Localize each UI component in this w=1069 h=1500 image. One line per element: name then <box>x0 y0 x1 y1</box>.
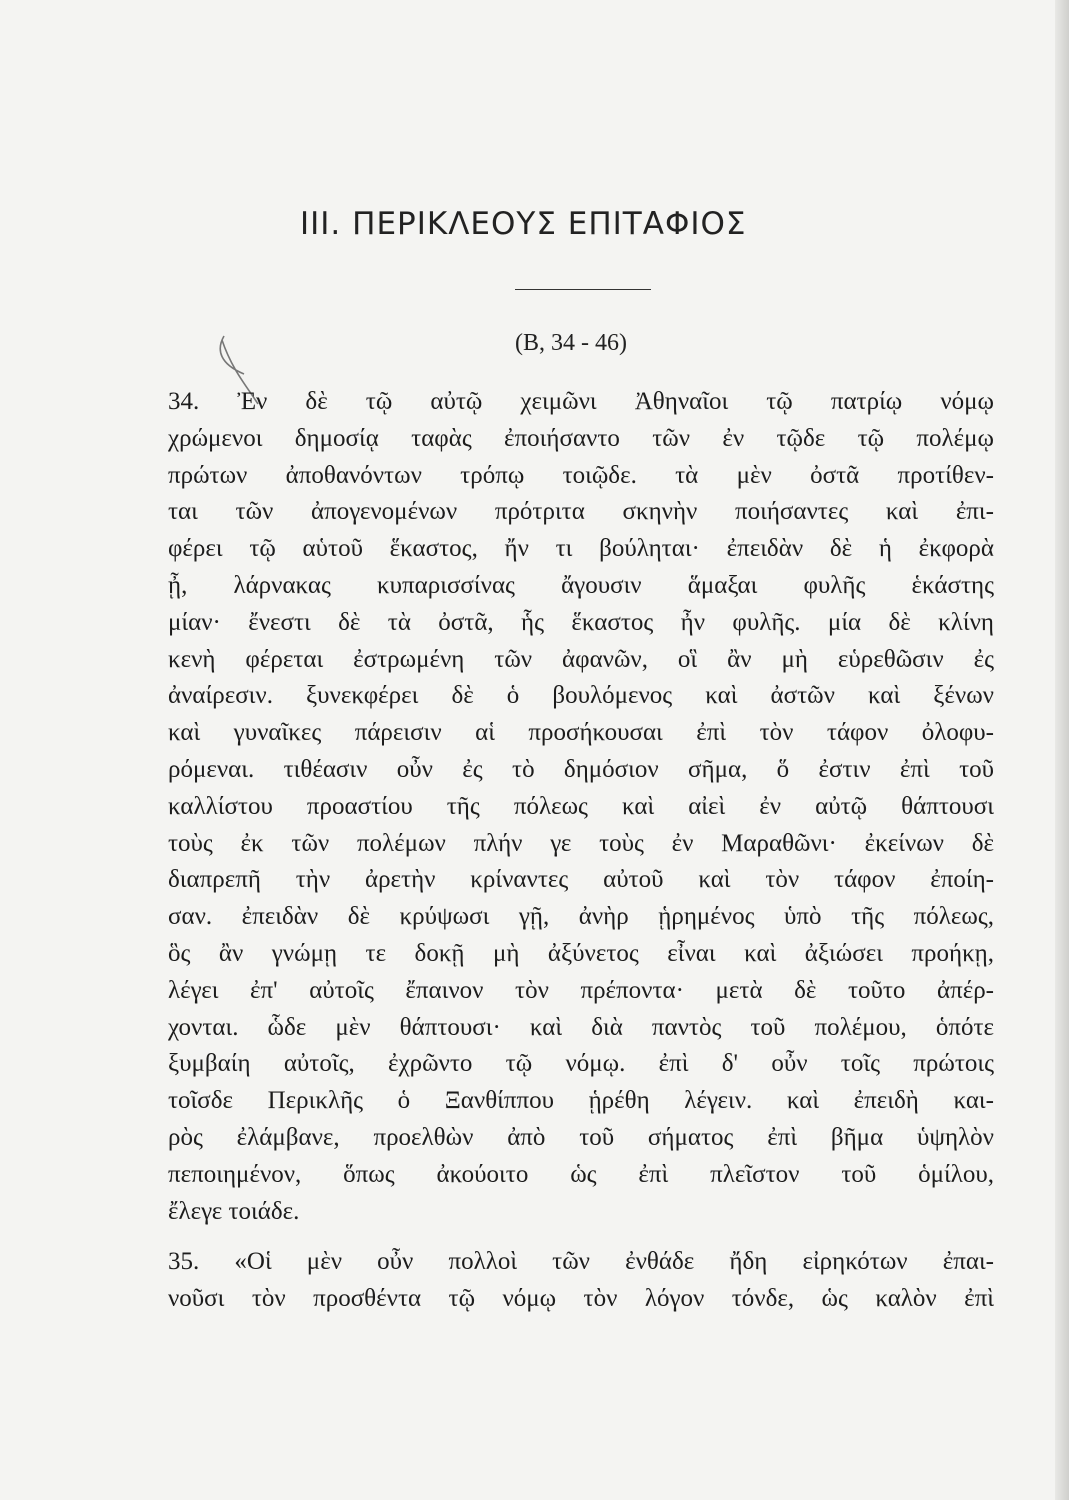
text-line: διαπρεπῆ τὴν ἀρετὴν κρίναντες αὐτοῦ καὶ τὸν τάφον ἐποίη- <box>168 866 994 894</box>
chapter-reference: (Β, 34 - 46) <box>515 330 627 356</box>
text-line: 35. «Οἱ μὲν οὖν πολλοὶ τῶν ἐνθάδε ἤδη εἰρηκότων ἐπαι- <box>168 1248 994 1276</box>
text-line: χονται. ὧδε μὲν θάπτουσι· καὶ διὰ παντὸς τοῦ πολέμου, ὁπότε <box>168 1013 994 1041</box>
text-line: νοῦσι τὸν προσθέντα τῷ νόμῳ τὸν λόγον τόνδε, ὡς καλὸν ἐπὶ <box>168 1285 994 1313</box>
text-line: σαν. ἐπειδὰν δὲ κρύψωσι γῇ, ἀνὴρ ᾑρημένος ὑπὸ τῆς πόλεως, <box>168 903 994 931</box>
section-34 <box>168 384 994 1230</box>
text-line: ὃς ἂν γνώμῃ τε δοκῇ μὴ ἀξύνετος εἶναι καὶ ἀξιώσει προήκῃ, <box>168 939 994 967</box>
text-line: καλλίστου προαστίου τῆς πόλεως καὶ αἰεὶ ἐν αὐτῷ θάπτουσι <box>168 792 994 820</box>
page-edge-shadow <box>1055 0 1069 1500</box>
text-line: ἔλεγε τοιάδε. <box>168 1197 300 1225</box>
text-line: πρώτων ἀποθανόντων τρόπῳ τοιῷδε. τὰ μὲν ὀστᾶ προτίθεν- <box>168 461 994 489</box>
text-line: ται τῶν ἀπογενομένων πρότριτα σκηνὴν ποιήσαντες καὶ ἐπι- <box>168 498 994 526</box>
text-line: ᾖ, λάρνακας κυπαρισσίνας ἄγουσιν ἅμαξαι φυλῆς ἑκάστης <box>168 571 994 599</box>
text-line: τοὺς ἐκ τῶν πολέμων πλήν γε τοὺς ἐν Μαραθῶνι· ἐκείνων δὲ <box>168 829 994 857</box>
text-line: λέγει ἐπ' αὐτοῖς ἔπαινον τὸν πρέποντα· μετὰ δὲ τοῦτο ἀπέρ- <box>168 976 994 1004</box>
text-line: καὶ γυναῖκες πάρεισιν αἱ προσήκουσαι ἐπὶ τὸν τάφον ὀλοφυ- <box>168 719 994 747</box>
text-line: μίαν· ἔνεστι δὲ τὰ ὀστᾶ, ἧς ἕκαστος ἦν φυλῆς. μία δὲ κλίνη <box>168 608 994 636</box>
text-line: τοῖσδε Περικλῆς ὁ Ξανθίππου ᾑρέθη λέγειν. καὶ ἐπειδὴ και- <box>168 1087 994 1115</box>
text-line: χρώμενοι δημοσίᾳ ταφὰς ἐποιήσαντο τῶν ἐν τῷδε τῷ πολέμῳ <box>168 424 994 452</box>
section-35 <box>168 1244 994 1318</box>
text-line: 34. Ἐν δὲ τῷ αὐτῷ χειμῶνι Ἀθηναῖοι τῷ πατρίῳ νόμῳ <box>168 388 994 415</box>
text-line: ξυμβαίη αὐτοῖς, ἐχρῶντο τῷ νόμῳ. ἐπὶ δ' οὖν τοῖς πρώτοις <box>168 1050 994 1078</box>
text-line: ρὸς ἐλάμβανε, προελθὼν ἀπὸ τοῦ σήματος ἐπὶ βῆμα ὑψηλὸν <box>168 1123 994 1151</box>
text-line: κενὴ φέρεται ἐστρωμένη τῶν ἀφανῶν, οἳ ἂν μὴ εὑρεθῶσιν ἐς <box>168 645 994 673</box>
body-text <box>168 384 994 1318</box>
text-line: πεποιημένον, ὅπως ἀκούοιτο ὡς ἐπὶ πλεῖστον τοῦ ὁμίλου, <box>168 1160 994 1188</box>
chapter-title: ΙΙΙ. ΠΕΡΙΚΛΕΟΥΣ ΕΠΙΤΑΦΙΟΣ <box>300 206 747 242</box>
title-divider <box>515 289 651 290</box>
text-line: ρόμεναι. τιθέασιν οὖν ἐς τὸ δημόσιον σῆμα, ὅ ἐστιν ἐπὶ τοῦ <box>168 755 994 783</box>
text-line: ἀναίρεσιν. ξυνεκφέρει δὲ ὁ βουλόμενος καὶ ἀστῶν καὶ ξένων <box>168 682 994 710</box>
section-gap <box>168 1230 994 1244</box>
text-line: φέρει τῷ αὑτοῦ ἕκαστος, ἤν τι βούληται· ἐπειδὰν δὲ ἡ ἐκφορὰ <box>168 535 994 563</box>
